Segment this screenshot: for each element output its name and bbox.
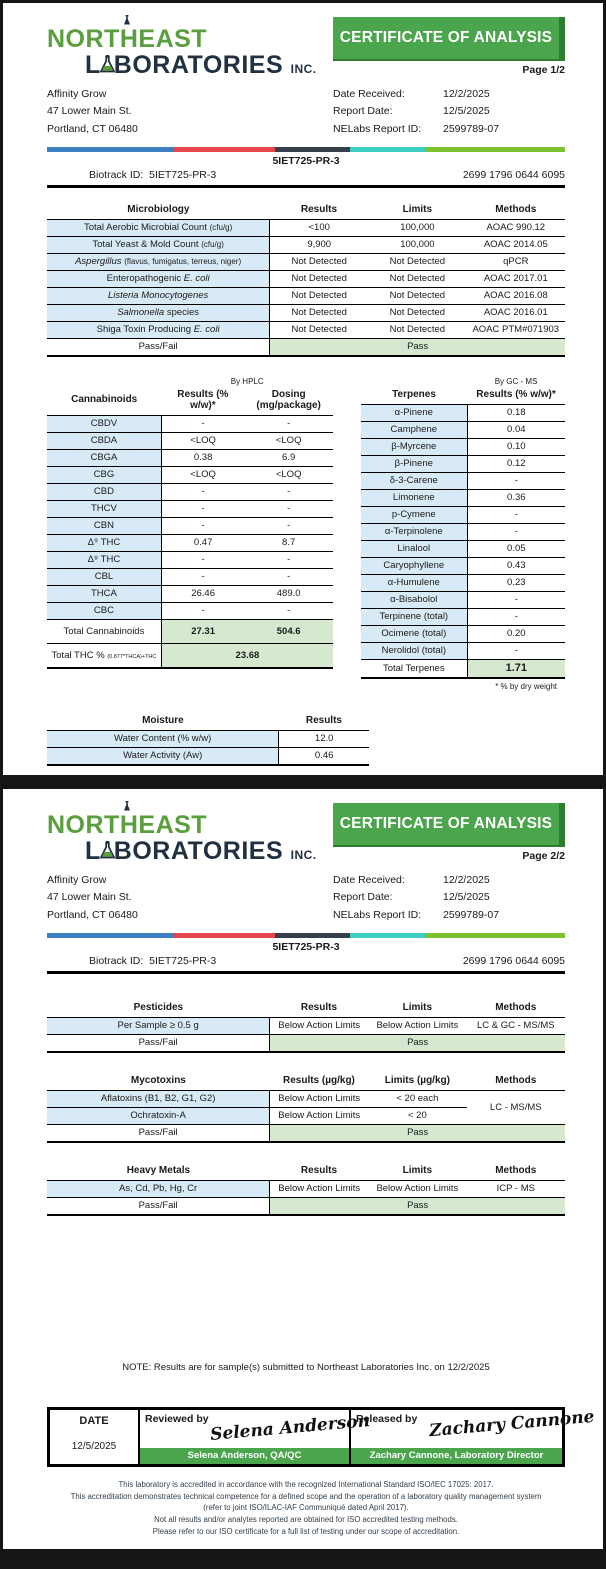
- signoff-date-cell: [50, 1410, 140, 1464]
- table-row: Terpinene (total) -: [361, 608, 565, 625]
- table-row: p-Cymene -: [361, 506, 565, 523]
- microbiology-section: [47, 202, 565, 357]
- page-number: Page 1/2: [522, 64, 565, 76]
- table-row: CBG <LOQ <LOQ: [47, 466, 333, 483]
- client-street: 47 Lower Main St.: [47, 891, 132, 904]
- signoff-date: 12/5/2025: [71, 1440, 117, 1452]
- report-id-label: NELabs Report ID:: [333, 122, 422, 135]
- client-name: Affinity Grow: [47, 874, 107, 886]
- column-header: Results: [300, 1164, 338, 1176]
- pass-fail-row: [47, 1034, 565, 1052]
- table-row: CBDA <LOQ <LOQ: [47, 432, 333, 449]
- brand-color-stripe: [47, 933, 565, 938]
- biotrack-row: [47, 955, 565, 974]
- column-header: Results: [300, 203, 338, 215]
- page-footer: [47, 1547, 565, 1549]
- report-meta: [333, 872, 565, 924]
- column-header: Moisture: [142, 714, 184, 726]
- releaser-signature: Zachary Cannone: [428, 1406, 596, 1442]
- column-header: Heavy Metals: [126, 1164, 191, 1176]
- reviewer-name: Selena Anderson, QA/QC: [140, 1448, 349, 1464]
- report-date-value: 12/5/2025: [443, 891, 490, 904]
- terpenes-table: [361, 387, 565, 679]
- dry-weight-footnote: * % by dry weight: [495, 681, 557, 691]
- heavy-metals-table: [47, 1163, 565, 1216]
- total-thc-row: [47, 643, 333, 668]
- table-row: Total Yeast & Mold Count (cfu/g) 9,900 100,000 AOAC 2014.05: [47, 236, 565, 253]
- mycotoxins-section: [47, 1073, 565, 1143]
- sample-id: 5IET725-PR-3: [272, 154, 340, 167]
- column-header: Limits: [402, 203, 433, 215]
- table-row: Caryophyllene 0.43: [361, 557, 565, 574]
- pass-fail-row: [47, 1124, 565, 1142]
- column-header: Limits (µg/kg): [384, 1074, 450, 1086]
- certificate-of-analysis-banner: CERTIFICATE OF ANALYSIS: [333, 803, 565, 847]
- total-label: Total Terpenes: [361, 659, 467, 678]
- pass-fail-row: [47, 338, 565, 356]
- pass-fail-label: Pass/Fail: [47, 1034, 270, 1052]
- table-row: α-Terpinolene -: [361, 523, 565, 540]
- column-header: Results (% w/w)*: [476, 388, 556, 400]
- signoff-table: [47, 1406, 596, 1467]
- column-header: Results (% w/w)*: [177, 388, 229, 411]
- barcode-number: 2699 1796 0644 6095: [462, 168, 565, 181]
- report-date-label: Report Date:: [333, 105, 393, 118]
- date-received-label: Date Received:: [333, 88, 405, 100]
- report-id-value: 2599789-07: [443, 122, 500, 135]
- table-row: Listeria Monocytogenes Not Detected Not Detected AOAC 2016.08: [47, 287, 565, 304]
- column-header: Limits: [402, 1164, 433, 1176]
- coa-page-2: [3, 789, 603, 1549]
- logo-line-laboratories: L BORATORIES INC.: [85, 50, 317, 79]
- column-header: Methods: [495, 1164, 537, 1176]
- logo-line-laboratories: L BORATORIES INC.: [85, 836, 317, 865]
- logo-line-northeast: NORTH EAST: [47, 27, 317, 53]
- logo-line-northeast: NORTH EAST: [47, 813, 317, 839]
- releaser-name: Zachary Cannone, Laboratory Director: [351, 1448, 562, 1464]
- shared-method-cell: LC - MS/MS: [467, 1090, 565, 1124]
- reviewed-by-cell: [140, 1410, 371, 1464]
- table-row: β-Myrcene 0.10: [361, 438, 565, 455]
- accreditation-badges-icon: [49, 1547, 101, 1549]
- column-header: Methods: [495, 1074, 537, 1086]
- column-header: Pesticides: [133, 1001, 184, 1013]
- table-row: Ochratoxin-A Below Action Limits < 20: [47, 1107, 565, 1124]
- reviewed-by-label: Reviewed by: [145, 1412, 209, 1425]
- pass-status: Pass: [270, 338, 565, 356]
- report-date-label: Report Date:: [333, 891, 393, 904]
- client-meta-row: [47, 872, 565, 924]
- table-row: CBL - -: [47, 568, 333, 585]
- biotrack-label: Biotrack ID:: [89, 168, 144, 181]
- table-row: CBD - -: [47, 483, 333, 500]
- date-received-label: Date Received:: [333, 874, 405, 886]
- mycotoxins-table: [47, 1073, 565, 1143]
- client-address: [47, 86, 138, 138]
- total-results: 27.31: [161, 619, 244, 643]
- table-row: THCA 26.46 489.0: [47, 585, 333, 602]
- total-cannabinoids-row: [47, 619, 333, 643]
- page-header: [47, 17, 565, 78]
- method-note: By GC - MS: [494, 376, 538, 386]
- column-header: Terpenes: [392, 388, 436, 400]
- client-name: Affinity Grow: [47, 88, 107, 100]
- table-row: Water Activity (Aw) 0.46: [47, 747, 369, 765]
- column-header: Methods: [495, 1001, 537, 1013]
- column-header: Results: [305, 714, 342, 726]
- table-row: Shiga Toxin Producing E. coli Not Detected Not Detected AOAC PTM#071903: [47, 321, 565, 338]
- report-date-value: 12/5/2025: [443, 105, 490, 118]
- table-row: Enteropathogenic E. coli Not Detected Not Detected AOAC 2017.01: [47, 270, 565, 287]
- heavy-metals-section: [47, 1163, 565, 1216]
- method-note: By HPLC: [230, 376, 264, 386]
- report-meta: [333, 86, 565, 138]
- column-header: Methods: [495, 203, 537, 215]
- total-label: Total Cannabinoids: [47, 619, 161, 643]
- column-header: Cannabinoids: [71, 394, 138, 406]
- table-row: Linalool 0.05: [361, 540, 565, 557]
- northeast-labs-logo: [47, 803, 317, 864]
- table-row: As, Cd, Pb, Hg, Cr Below Action Limits Below Action Limits ICP - MS: [47, 1180, 565, 1197]
- table-row: δ-3-Carene -: [361, 472, 565, 489]
- table-row: THCV - -: [47, 500, 333, 517]
- date-received-value: 12/2/2025: [443, 88, 490, 100]
- released-by-label: Released by: [356, 1412, 418, 1425]
- date-received-value: 12/2/2025: [443, 874, 490, 886]
- microbiology-table: [47, 202, 565, 357]
- client-address: [47, 872, 138, 924]
- pass-status: Pass: [270, 1197, 565, 1215]
- table-row: CBGA 0.38 6.9: [47, 449, 333, 466]
- pass-status: Pass: [270, 1124, 565, 1142]
- table-row: Salmonella species Not Detected Not Detected AOAC 2016.01: [47, 304, 565, 321]
- coa-page-1: [3, 3, 603, 775]
- page-number: Page 2/2: [522, 850, 565, 862]
- pass-status: Pass: [270, 1034, 565, 1052]
- table-row: Ocimene (total) 0.20: [361, 625, 565, 642]
- table-row: α-Pinene 0.18: [361, 404, 565, 421]
- pesticides-section: [47, 1000, 565, 1053]
- page-header: [47, 803, 565, 864]
- pass-fail-label: Pass/Fail: [47, 1124, 270, 1142]
- table-row: β-Pinene 0.12: [361, 455, 565, 472]
- pass-fail-label: Pass/Fail: [47, 338, 270, 356]
- cannabinoids-section: [47, 377, 333, 691]
- sample-note: NOTE: Results are for sample(s) submitted to Northeast Laboratories Inc. on 12/2/2025: [122, 1361, 490, 1373]
- table-row: α-Bisabolol -: [361, 591, 565, 608]
- moisture-section: [47, 713, 369, 766]
- column-header: Dosing (mg/package): [256, 388, 321, 411]
- total-thc-value: 23.68: [161, 643, 333, 668]
- table-row: CBDV - -: [47, 415, 333, 432]
- flask-icon: [101, 51, 114, 79]
- client-meta-row: [47, 86, 565, 138]
- column-header: Limits: [402, 1001, 433, 1013]
- biotrack-label: Biotrack ID:: [89, 954, 144, 967]
- report-id-label: NELabs Report ID:: [333, 908, 422, 921]
- client-city: Portland, CT 06480: [47, 122, 138, 135]
- barcode-number: 2699 1796 0644 6095: [462, 954, 565, 967]
- total-thc-label: Total THC % (0.877*THCA)+THC: [47, 643, 161, 668]
- column-header: Results: [300, 1001, 338, 1013]
- pass-fail-row: [47, 1197, 565, 1215]
- moisture-table: [47, 713, 369, 766]
- terpenes-section: [361, 377, 565, 691]
- total-terpenes-value: 1.71: [467, 659, 565, 678]
- column-header: Mycotoxins: [130, 1074, 186, 1086]
- client-street: 47 Lower Main St.: [47, 105, 132, 118]
- column-header: Microbiology: [127, 203, 190, 215]
- certificate-of-analysis-banner: CERTIFICATE OF ANALYSIS: [333, 17, 565, 61]
- table-row: Δ⁸ THC - -: [47, 551, 333, 568]
- sample-id: 5IET725-PR-3: [272, 940, 340, 953]
- table-row: Water Content (% w/w) 12.0: [47, 730, 369, 747]
- biotrack-row: [47, 169, 565, 188]
- table-row: CBC - -: [47, 602, 333, 619]
- released-by-cell: [351, 1406, 596, 1464]
- biotrack-value: 5IET725-PR-3: [149, 168, 217, 181]
- table-row: Aflatoxins (B1, B2, G1, G2) Below Action Limits < 20 each LC - MS/MS: [47, 1090, 565, 1107]
- pesticides-table: [47, 1000, 565, 1053]
- table-row: Total Aerobic Microbial Count (cfu/g) <100 100,000 AOAC 990.12: [47, 219, 565, 236]
- pass-fail-label: Pass/Fail: [47, 1197, 270, 1215]
- reviewer-signature: Selena Anderson: [209, 1410, 371, 1445]
- brand-color-stripe: [47, 147, 565, 152]
- flask-icon: [101, 837, 114, 865]
- biotrack-value: 5IET725-PR-3: [149, 954, 217, 967]
- table-row: Nerolidol (total) -: [361, 642, 565, 659]
- table-row: CBN - -: [47, 517, 333, 534]
- table-row: Per Sample ≥ 0.5 g Below Action Limits Below Action Limits LC & GC - MS/MS: [47, 1017, 565, 1034]
- table-row: Aspergillus (flavus, fumigatus, terreus, niger) Not Detected Not Detected qPCR: [47, 253, 565, 270]
- northeast-labs-logo: [47, 17, 317, 78]
- date-header: DATE: [79, 1414, 109, 1427]
- table-row: Limonene 0.36: [361, 489, 565, 506]
- total-terpenes-row: [361, 659, 565, 678]
- table-row: α-Humulene 0.23: [361, 574, 565, 591]
- total-dosing: 504.6: [244, 619, 333, 643]
- table-row: Δ⁹ THC 0.47 8.7: [47, 534, 333, 551]
- accreditation-disclaimer: This laboratory is accredited in accordance with the recognized International Standard ISO/IEC 17025: 2017. This accreditation demonstrates technical competence for a defined scope and the operation of a laboratory quality management system (refer to joint ISO/ILAC-IAF Communiqué dated April 2017). Not all results and/or analytes reported are obtained for ISO accredited testing methods. Please refer to our ISO certificate for a full list of testing under our scope of accreditation.: [70, 1479, 542, 1536]
- cannabinoids-table: [47, 387, 333, 669]
- report-id-value: 2599789-07: [443, 908, 500, 921]
- column-header: Results (µg/kg): [283, 1074, 355, 1086]
- page-separator: [0, 775, 606, 789]
- client-city: Portland, CT 06480: [47, 908, 138, 921]
- table-row: Camphene 0.04: [361, 421, 565, 438]
